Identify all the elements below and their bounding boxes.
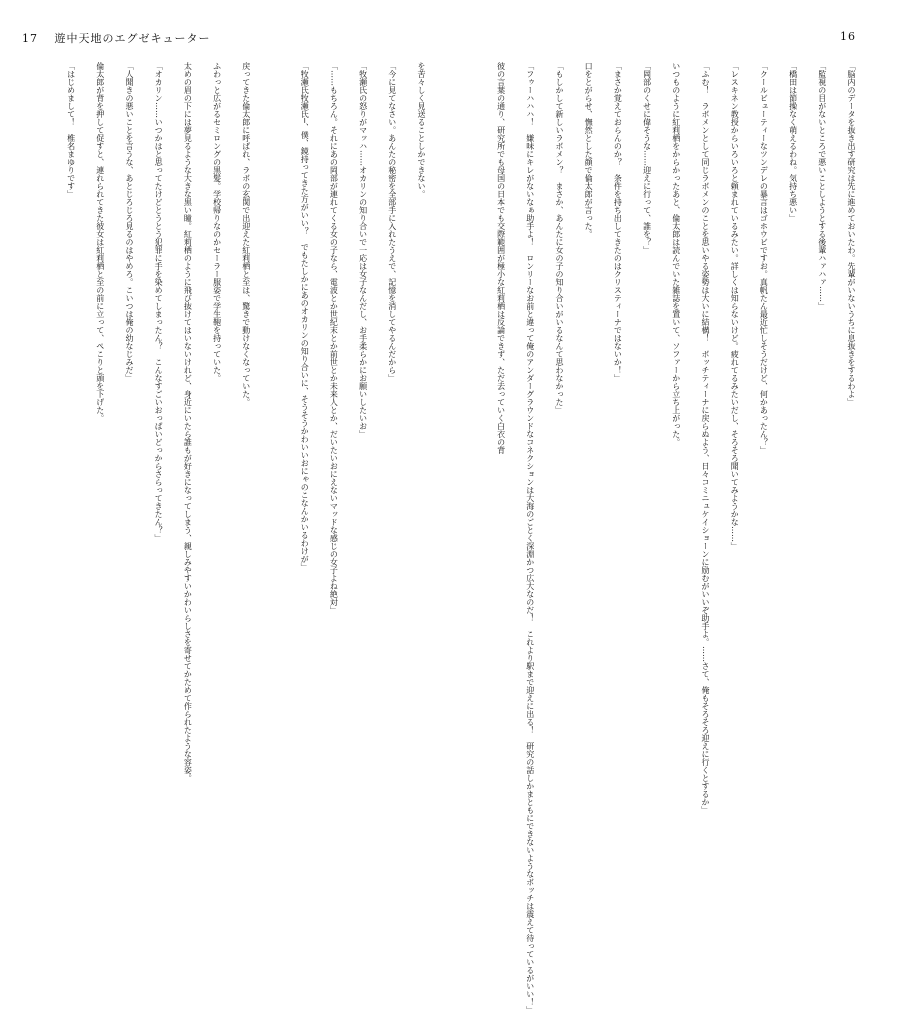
text-line: 「ふむ！ ラボメンとして同じラボメンのことを思いやる姿勢は大いに結構！ ボッチティーナに戻らぬよう、日々コミニュケイショーンに励むがいいぞ助手よ。……さて、俺もそろそろ迎えに行くとするか」 (700, 62, 710, 814)
text-line: 「オカリン……いつかはと思ってたけどとうとう犯罪に手を染めてしまったん？ こんなすごいおっぱいどっからさらってきたん？」 (154, 62, 164, 542)
text-line: 「フゥーハハハ！ 嫌味にキレがないなぁ助手よ！ ロンリーなお前と違って俺のアンダーグラウンドなコネクションは大海のごとく深淵かつ広大なのだ！ これより駅まで迎えに出る！ 研究の話しかまともにできないようなボッチは震えて待っているがいい！」 (525, 62, 535, 1014)
text-line: 戻ってきた倫太郎に呼ばれ、ラボの玄関で出迎えた紅莉栖と至は、驚きで動けなくなっていた。 (241, 62, 251, 406)
right-page-header (840, 30, 856, 43)
left-page-text (26, 62, 436, 782)
text-line: 口をとがらせ、憮然とした顔で倫太郎が言った。 (584, 62, 594, 238)
text-line: 「今に見てなさい。あんたの秘密を全部手に入れたうえで、記憶を消してやるんだから」 (387, 62, 397, 382)
text-line: 「牧瀬氏牧瀬氏─、僕、鏡持ってきた方がいい？ でもたしかにあのオカリンの知り合いに、そうそうかわいいおにゃのこなんかいるわけが」 (300, 62, 310, 571)
left-page-header (22, 30, 211, 46)
text-line: 「脳内のデータを抜き出す研究は先に進めておいたわ。先輩がいないうちに息抜きをするわよ」 (847, 62, 856, 406)
right-page-text (471, 62, 866, 1014)
text-line: 「監視の目がないところで悪いことしようとする後輩ハァハァ……」 (817, 62, 827, 310)
text-line: 「レスキネン教授からいろいろと頼まれているみたい。詳しくは知らないけど。疲れてるみたいだし、そろそろ聞いてみようかな……」 (730, 62, 740, 550)
left-page-number: 17 (22, 32, 38, 45)
text-line: 「人聞きの悪いことを言うな、あとじろじろ見るのはやめろ。こいつは俺の幼なじみだ」 (124, 62, 134, 382)
running-title: 遊中天地のエグゼキューター (54, 32, 211, 45)
left-page (0, 0, 450, 782)
text-line: 「牧瀬氏の怒りがマッハ……オカリンの知り合いで一応は女子なんだし、お手柔らかにお願いしたいお」 (358, 62, 368, 438)
text-line: 「橋田は節操なく萌えるわね。気持ち悪い」 (788, 62, 798, 222)
text-line: 倫太郎が背を押して促すと、連れられてきた彼女は紅莉栖と至の前に立って、ぺこりと頭を下げた。 (95, 62, 105, 422)
text-line: を苦々しく見送ることしかできない。 (417, 62, 426, 198)
right-page-number: 16 (840, 30, 856, 43)
blank-line (261, 62, 290, 702)
text-line: 「はじめまして！ 椎名まゆりです」 (66, 62, 76, 198)
right-page (450, 0, 900, 1014)
text-line: 「もしかして新しいラボメン？ まさか、あんたに女の子の知り合いがいるなんて思わなかった」 (554, 62, 564, 414)
text-line: 太めの眉の下には夢見るような大きな黒い瞳。紅莉栖のように飛び抜けてはいないけれど、身近にいたら誰もが好きになってしまう、親しみやすいかわいらしさを寄せてかためて作られたような容姿。 (183, 62, 193, 782)
text-line: 彼の言葉の通り、研究所でも母国の日本でも交際範囲が極小な紅莉栖は反論できず、ただ去っていく白衣の背 (496, 62, 506, 454)
text-line: ふわっと広がるセミロングの黒髪。学校帰りなのかセーラー服姿で学生鞄を持っていた。 (212, 62, 222, 382)
text-line: 「まさか覚えておらんのか？ 条件を持ち出してきたのはクリスティーナではないか！」 (613, 62, 623, 382)
text-line: 「クールビューティーなツンデレの暴言はゴホウビですお。真帆たん最近忙しそうだけど、何かあったん？」 (759, 62, 769, 454)
text-line: 「……もちろん。それにあの岡部が連れてくる女の子なら、電波とか世紀末とか前世とか未来人とか、だいたいおにえないマッドな感じの女子よね絶対」 (329, 62, 339, 614)
text-line: いつものように紅莉栖をからかったあと、倫太郎は読んでいた雑誌を置いて、ソファーから立ち上がった。 (671, 62, 681, 446)
text-line: 「岡部のくせに偉そうな……迎えに行って、誰を？」 (642, 62, 652, 254)
